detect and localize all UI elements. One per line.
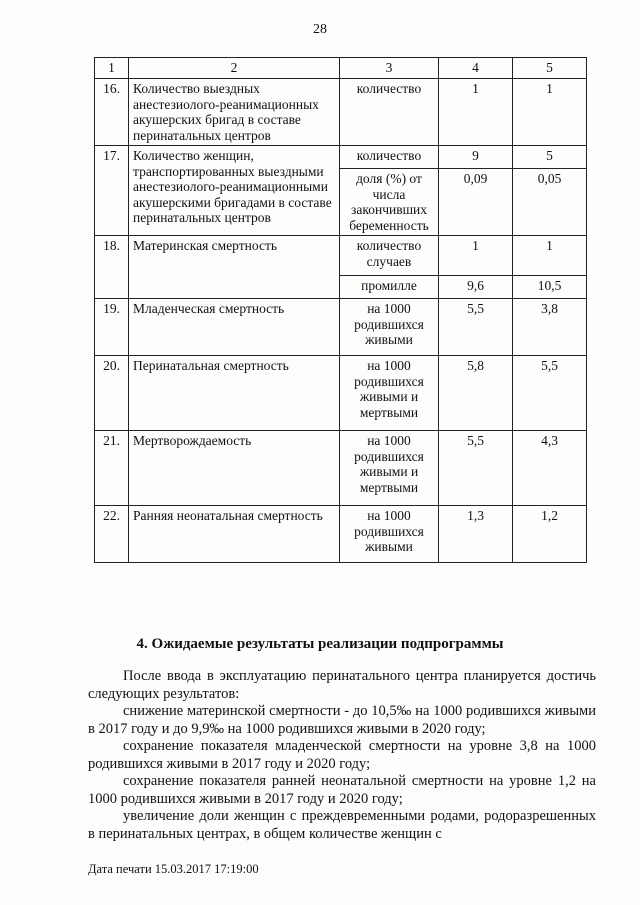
table-header-row: [95, 58, 587, 79]
indicator-unit-secondary: доля (%) от числа закончивших беременность: [340, 169, 439, 236]
header-cell-1: 1: [95, 58, 129, 79]
paragraph: увеличение доли женщин с преждевременными родами, родоразрешенных в перинатальных центрах, в общем количестве женщин с: [88, 808, 596, 842]
table-row: [95, 236, 587, 276]
value-col-4: 5,8: [439, 356, 513, 431]
indicator-unit: на 1000 родившихся живыми и мертвыми: [340, 356, 439, 431]
value-col-4: 1,3: [439, 506, 513, 563]
table-row: [95, 356, 587, 431]
row-number: 22.: [95, 506, 129, 563]
value-col-5: 1: [513, 236, 587, 276]
value-col-5: 1,2: [513, 506, 587, 563]
value-col-4: 1: [439, 236, 513, 276]
value-col-5-secondary: 0,05: [513, 169, 587, 236]
header-cell-5: 5: [513, 58, 587, 79]
header-cell-2: 2: [129, 58, 340, 79]
indicator-name: Мертворождаемость: [129, 431, 340, 506]
value-col-4: 1: [439, 79, 513, 146]
row-number: 16.: [95, 79, 129, 146]
indicator-name: Ранняя неонатальная смертность: [129, 506, 340, 563]
value-col-4-secondary: 9,6: [439, 276, 513, 299]
value-col-5: 1: [513, 79, 587, 146]
indicator-name: Перинатальная смертность: [129, 356, 340, 431]
value-col-4-secondary: 0,09: [439, 169, 513, 236]
indicator-unit: на 1000 родившихся живыми: [340, 506, 439, 563]
value-col-5: 4,3: [513, 431, 587, 506]
row-number: 20.: [95, 356, 129, 431]
indicator-unit-secondary: промилле: [340, 276, 439, 299]
indicator-unit: количество случаев: [340, 236, 439, 276]
row-number: 21.: [95, 431, 129, 506]
header-cell-3: 3: [340, 58, 439, 79]
indicator-name: Количество выездных анестезиолого-реанимационных акушерских бригад в составе перинатальных центров: [129, 79, 340, 146]
table-row: [95, 431, 587, 506]
value-col-5: 5: [513, 146, 587, 169]
row-number: 19.: [95, 299, 129, 356]
indicators-table: [94, 57, 587, 563]
value-col-4: 9: [439, 146, 513, 169]
section-heading: 4. Ожидаемые результаты реализации подпрограммы: [136, 636, 504, 652]
value-col-5: 5,5: [513, 356, 587, 431]
table-row: [95, 146, 587, 169]
indicator-unit: на 1000 родившихся живыми и мертвыми: [340, 431, 439, 506]
value-col-4: 5,5: [439, 431, 513, 506]
paragraph: сохранение показателя ранней неонатальной смертности на уровне 1,2 на 1000 родившихся живыми в 2017 году и 2020 году;: [88, 773, 596, 807]
paragraph: сохранение показателя младенческой смертности на уровне 3,8 на 1000 родившихся живыми в 2017 году и 2020 году;: [88, 738, 596, 772]
value-col-4: 5,5: [439, 299, 513, 356]
indicator-name: Младенческая смертность: [129, 299, 340, 356]
indicator-unit: количество: [340, 79, 439, 146]
page-number: 28: [313, 22, 327, 37]
print-date-footer: Дата печати 15.03.2017 17:19:00: [88, 862, 259, 876]
row-number: 18.: [95, 236, 129, 299]
indicator-name: Количество женщин, транспортированных выездными анестезиолого-реанимационными акушерскими бригадами в составе перинатальных центров: [129, 146, 340, 236]
indicator-unit: на 1000 родившихся живыми: [340, 299, 439, 356]
paragraph: После ввода в эксплуатацию перинатального центра планируется достичь следующих результатов:: [88, 668, 596, 702]
header-cell-4: 4: [439, 58, 513, 79]
row-number: 17.: [95, 146, 129, 236]
value-col-5-secondary: 10,5: [513, 276, 587, 299]
table-row: [95, 299, 587, 356]
value-col-5: 3,8: [513, 299, 587, 356]
indicator-name: Материнская смертность: [129, 236, 340, 299]
table-row: [95, 506, 587, 563]
body-text: [88, 668, 596, 843]
paragraph: снижение материнской смертности - до 10,5‰ на 1000 родившихся живыми в 2017 году и до 9,9‰ на 1000 родившихся живыми в 2020 году;: [88, 703, 596, 737]
indicator-unit: количество: [340, 146, 439, 169]
table-row: [95, 79, 587, 146]
